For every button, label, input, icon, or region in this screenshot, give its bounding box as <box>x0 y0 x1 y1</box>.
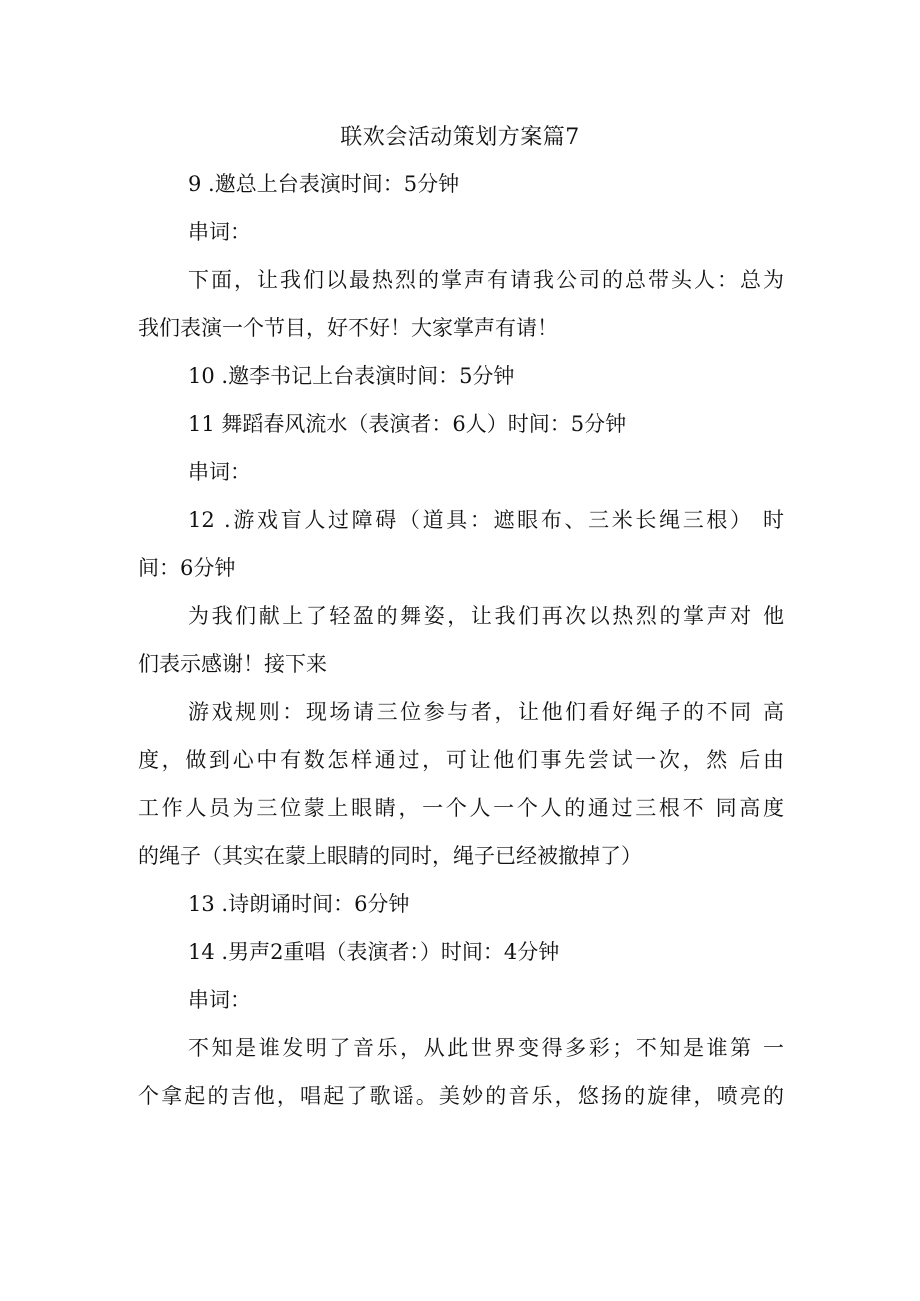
paragraph-line: 为我们献上了轻盈的舞姿，让我们再次以热烈的掌声对 他 <box>188 604 784 628</box>
game-rules-line: 游戏规则：现场请三位参与者，让他们看好绳子的不同 高 <box>188 700 784 724</box>
program-item-13: 13 .诗朗诵时间：6分钟 <box>188 892 410 916</box>
program-item-10: 10 .邀李书记上台表演时间：5分钟 <box>188 364 515 388</box>
paragraph-line: 不知是谁发明了音乐，从此世界变得多彩；不知是谁第 一 <box>188 1036 784 1060</box>
script-label: 串词： <box>188 988 251 1012</box>
paragraph-line: 度，做到心中有数怎样通过，可让他们事先尝试一次，然 后由 <box>138 748 784 772</box>
paragraph-line: 个拿起的吉他，唱起了歌谣。美妙的音乐，悠扬的旋律，喷亮的 <box>138 1084 784 1108</box>
script-label: 串词： <box>188 460 251 484</box>
program-item-11: 11 舞蹈春风流水（表演者：6人）时间：5分钟 <box>188 412 627 436</box>
program-item-14: 14 .男声2重唱（表演者：）时间：4分钟 <box>188 940 560 964</box>
paragraph-line: 的绳子（其实在蒙上眼睛的同时，绳子已经被撤掉了） <box>138 844 642 868</box>
script-label: 串词： <box>188 220 251 244</box>
program-item-12: 12 .游戏盲人过障碍（道具：遮眼布、三米长绳三根） 时 <box>188 508 784 532</box>
document-title: 联欢会活动策划方案篇7 <box>340 125 580 150</box>
paragraph-line: 我们表演一个节目，好不好！大家掌声有请！ <box>138 316 558 340</box>
paragraph-line: 间：6分钟 <box>138 556 236 580</box>
paragraph-line: 工作人员为三位蒙上眼睛，一个人一个人的通过三根不 同高度 <box>138 796 784 820</box>
program-item-9: 9 .邀总上台表演时间：5分钟 <box>188 172 460 196</box>
paragraph-line: 们表示感谢！接下来 <box>138 652 327 676</box>
paragraph-line: 下面，让我们以最热烈的掌声有请我公司的总带头人：总为 <box>188 268 784 292</box>
